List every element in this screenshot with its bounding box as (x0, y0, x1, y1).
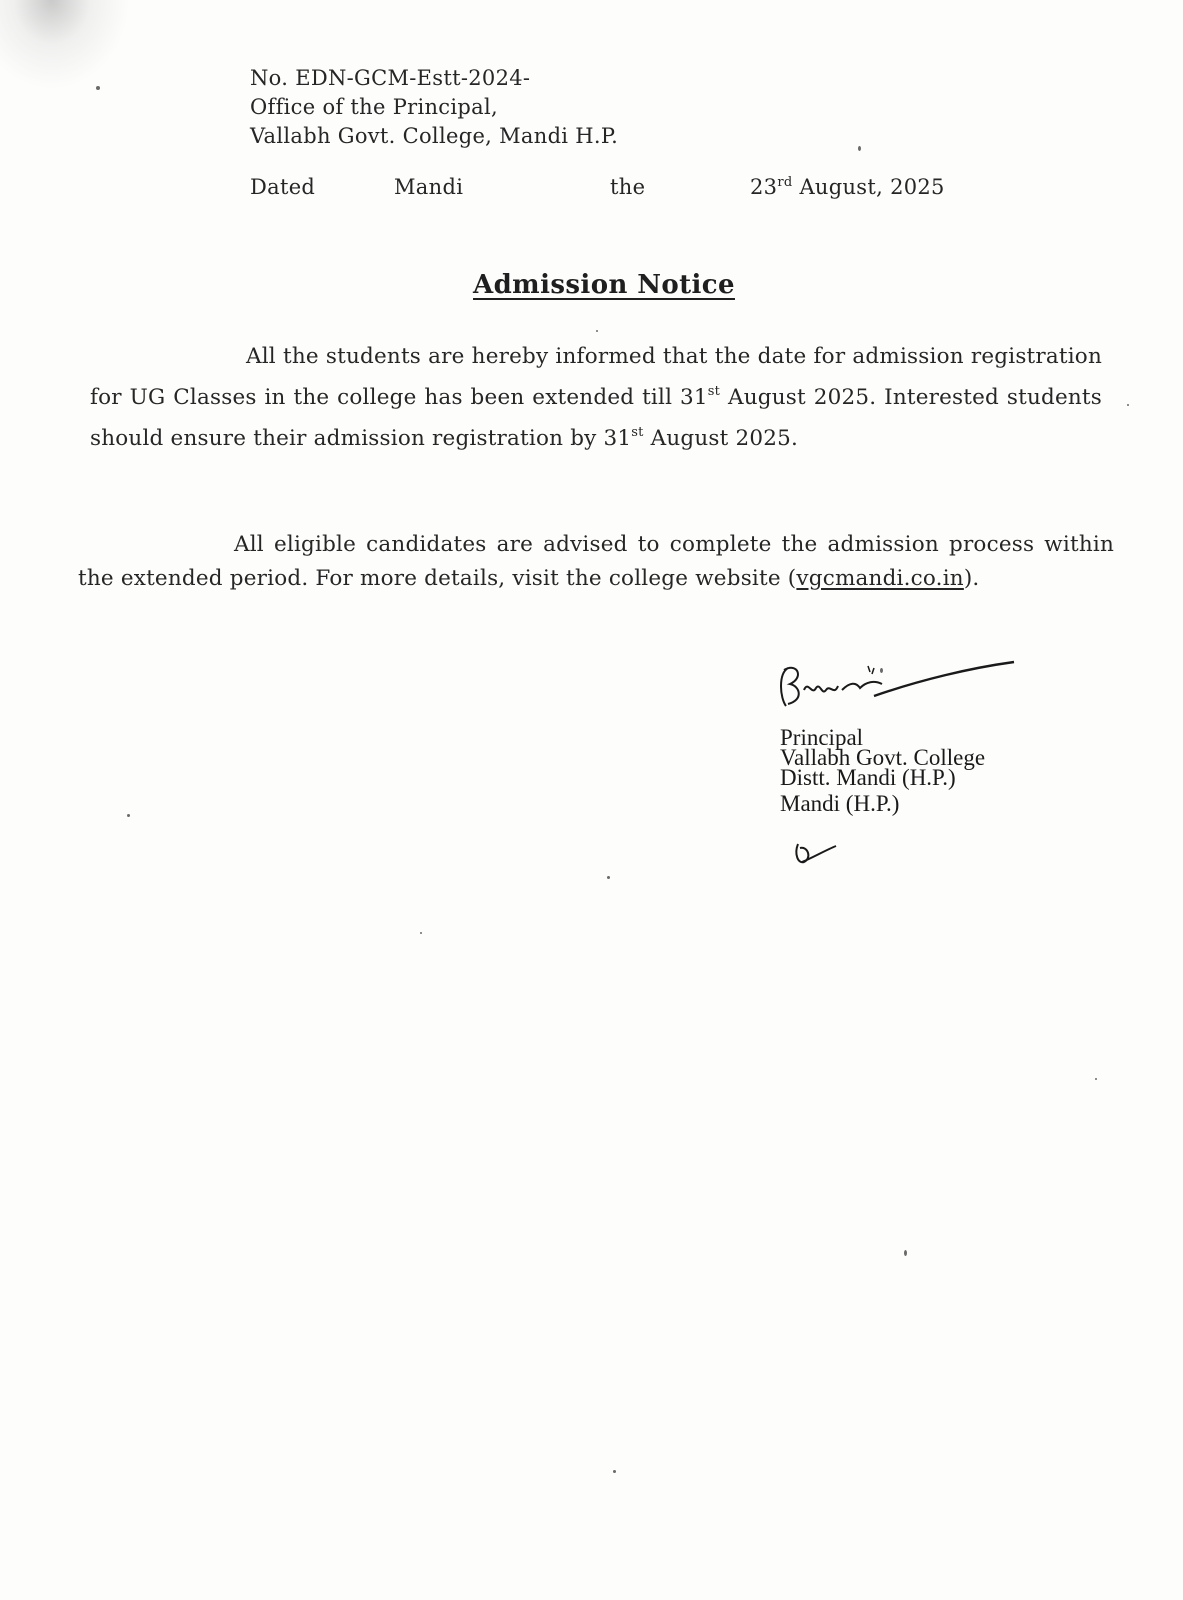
stamp-line-mandi: Mandi (H.P.) (780, 791, 900, 816)
reference-number: No. EDN-GCM-Estt-2024- (250, 66, 531, 90)
notice-title: Admission Notice (473, 270, 735, 300)
date-month-year: August, 2025 (792, 175, 945, 199)
stamp-line-district: Distt. Mandi (H.P.) (780, 765, 956, 790)
letter-header (250, 64, 618, 151)
place-label: Mandi (394, 175, 464, 199)
paper-speck (596, 330, 598, 332)
date-value (750, 175, 945, 199)
stamp-line-principal: Principal (780, 725, 864, 750)
stamp-line-college: Vallabh Govt. College (780, 745, 986, 770)
paragraph-2-text: All eligible candidates are advised to complete the admission process within the extended period. For more details, visit the college website ( (78, 532, 1114, 591)
paper-speck (96, 86, 100, 90)
notice-paragraph-2 (78, 528, 1114, 596)
initials-mark-icon (792, 840, 842, 870)
principal-signature-icon (770, 660, 1050, 730)
paper-speck (1095, 1078, 1097, 1080)
paragraph-2-end: ). (963, 566, 980, 591)
paragraph-1-part-2: August 2025. Interested students should ensure their admission registration by 31 (90, 385, 1102, 451)
date-line (0, 175, 1183, 205)
paper-speck (420, 932, 422, 934)
paper-speck (1127, 404, 1129, 406)
college-line: Vallabh Govt. College, Mandi H.P. (250, 124, 619, 148)
date-day: 23 (750, 175, 778, 199)
the-label (610, 175, 645, 199)
paragraph-1-part-1: All the students are hereby informed that the date for admission registration for UG Classes in the college has been extended till 31 (90, 344, 1102, 410)
dated-label: Dated (250, 175, 316, 199)
paragraph-1-part-3: August 2025. (643, 426, 799, 451)
college-website-link[interactable]: vgcmandi.co.in (796, 566, 964, 591)
date-day-suffix: rd (777, 175, 793, 190)
page-corner-shadow (0, 0, 130, 90)
office-line: Office of the Principal, (250, 95, 498, 119)
paper-speck (613, 1470, 616, 1473)
paper-speck (607, 876, 610, 879)
paper-speck (904, 1250, 907, 1256)
the-word: the (610, 175, 646, 199)
paper-speck (880, 668, 883, 673)
paper-speck (127, 814, 130, 817)
principal-stamp (780, 725, 986, 816)
paper-speck (858, 146, 861, 151)
notice-paragraph-1 (90, 336, 1102, 459)
paragraph-1-sup-2: st (631, 425, 644, 440)
paragraph-1-sup-1: st (707, 384, 721, 399)
